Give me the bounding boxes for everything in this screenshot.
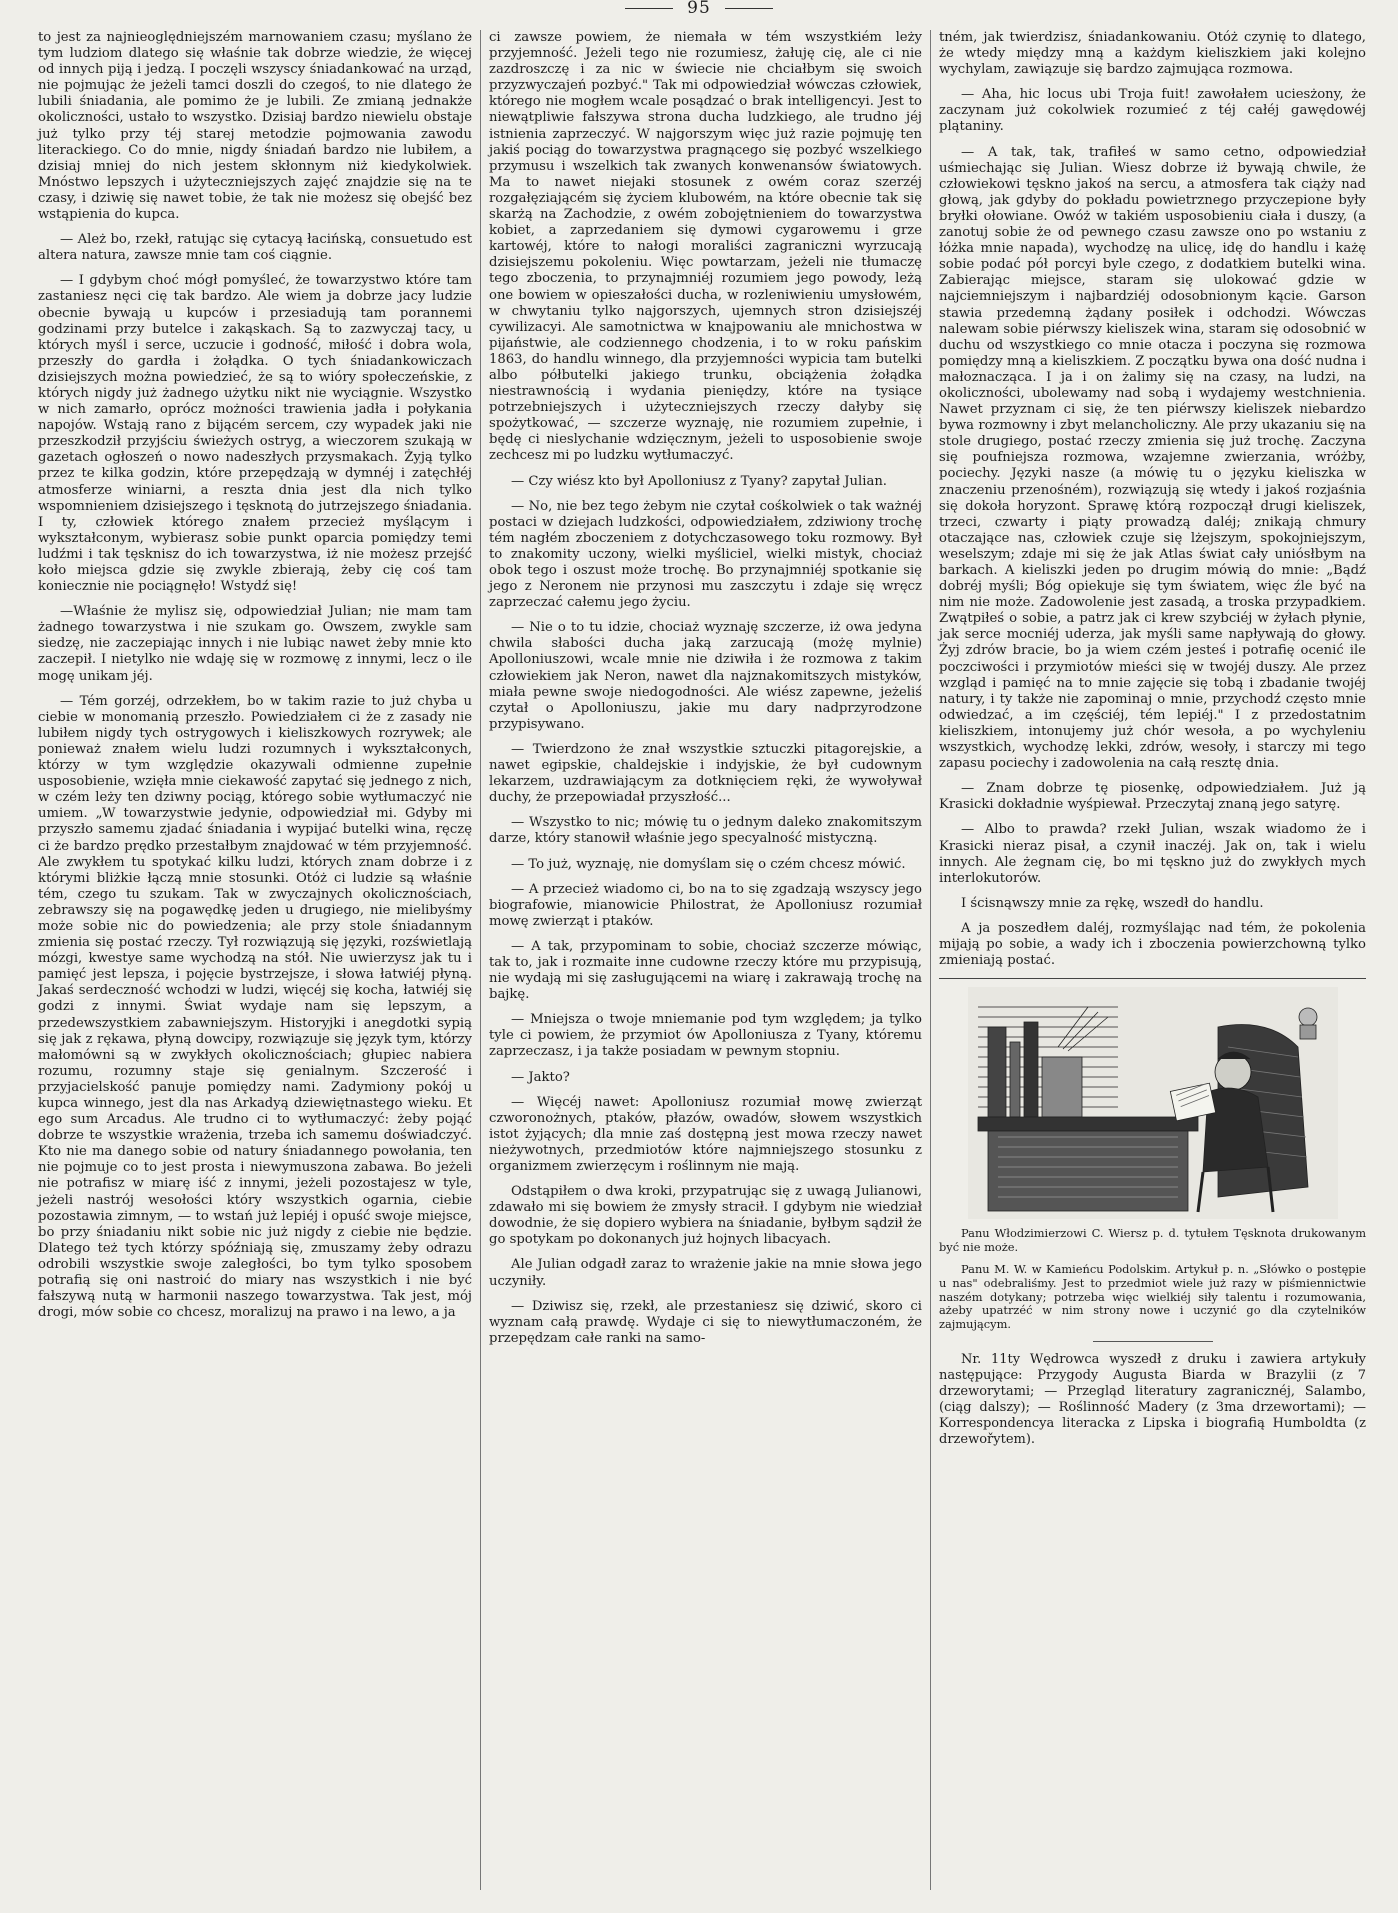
paragraph: — No, nie bez tego żebym nie czytał cośkolwiek o tak ważnéj postaci w dziejach ludzkości, odpowiedziałem, zdziwiony trochę tém nagłém zboczeniem z dotychczasowego toku rozmowy. Był to znakomity uczony, wielki myśliciel, wielki mistyk, chociaż obok tego i oszust może trochę. Bo przynajmniéj spotkanie się jego z Neronem nie przynosi mu zaszczytu i zdaje się wręcz zaprzeczać całemu jego życiu.	[489, 498, 922, 611]
paragraph: — Jakto?	[511, 1069, 570, 1085]
paragraph: ci zawsze powiem, że niemała w tém wszystkiém leży przyjemność. Jeżeli tego nie rozumiesz, żałuję cię, ale ci nie zazdroszczę i za nic w świecie nie chciałbym się swoich przyzwyczajeń pozbyć." Tak mi odpowiedział wówczas człowiek, którego nie mogłem wcale posądzać o brak intelligencyi. Jest to niewątpliwie fałszywa strona ducha ludzkiego, ale trudno jéj istnienia zaprzeczyć. W najgorszym więc już razie pojmuję ten jakiś pociąg do towarzystwa pragnącego się pozbyć wszelkiego przymusu i wszelkich tak zwanych konwenansów światowych. Ma to nawet niejaki stosunek z owém coraz szerzéj rozgałęziającém się życiem klubowém, na które obecnie tak się skarżą na Zachodzie, z owém zobojętnieniem do towarzystwa kobiet, a zaprzedaniem się dymowi cygarowemu i grze kartowéj, które to nałogi moraliści zagraniczni wyrzucają dzisiejszemu pokoleniu. Więc powtarzam, jeżeli nie tłumaczę tego zboczenia, to przynajmniéj rozumiem jego powody, leżą one bowiem w opieszałości ducha, w rozleniwieniu umysłowém, w chwytaniu tylko najgorszych, ujemnych stron dzisiejszéj cywilizacyi. Ale samotnictwa w knajpowaniu ale mnichostwa w pijaństwie, ale codziennego chodzenia, i to w roku pańskim 1863, do handlu winnego, dla przyjemności wypicia tam butelki albo półbutelki jakiego trunku, obciążenia żołądka niestrawnością i wydania pieniędzy, które na tysiące potrzebniejszych i użyteczniejszych rzeczy dałyby się spożytkować, — szczerze wyznaję, nie rozumiem zupełnie, i będę ci nieslychanie wdzięcznym, jeżeli to usposobienie swoje zechcesz mi po ludzku wytłumaczyć.	[489, 30, 922, 464]
paragraph: — Twierdzono że znał wszystkie sztuczki pitagorejskie, a nawet egipskie, chaldejskie i indyjskie, że był cudownym lekarzem, uzdrawiającym za dotknięciem ręki, że wywoływał duchy, że przepowiadał przyszłość...	[489, 741, 922, 806]
header-rule-left	[625, 8, 673, 9]
editorial-notice-2: Panu M. W. w Kamieńcu Podolskim. Artykuł p. n. „Słówko o postępie u nas" odebraliśmy. Jest to przedmiot wiele już razy w piśmiennictwie naszém dotykany; potrzeba więc wielkiéj siły talentu i rozumowania, ażeby upatrzéć w nim strony nowe i uczynić go dla czytelników zajmującym.	[939, 1262, 1366, 1331]
paragraph: — A przecież wiadomo ci, bo na to się zgadzają wszyscy jego biografowie, mianowicie Philostrat, że Apolloniusz rozumiał mowę zwierząt i ptaków.	[489, 881, 922, 929]
section-divider	[939, 978, 1366, 979]
column-middle	[480, 30, 930, 1890]
paragraph: — I gdybym choć mógł pomyśleć, że towarzystwo które tam zastaniesz nęci cię tak bardzo. Ale wiem ja dobrze jacy ludzie obecnie bywają u kupców i przesiadują tam porannemi godzinami przy butelce i zakąskach. Są to zazwyczaj tacy, u których myśl i serce, uczucie i godność, miłość i dobra wola, przeszły do gardła i żołądka. O tych śniadankowiczach dzisiejszych można powiedzieć, że są to wióry społeczeńskie, z których nigdy już żadnego użytku nikt nie wyciągnie. Wszystko w nich zamarło, oprócz możności trawienia jadła i połykania napojów. Wstają rano z bijącém sercem, czy wypadek jaki nie przeszkodził przyjściu świeżych ostryg, a wieczorem szukają w gazetach ogłoszeń o nowo nadeszłych przysmakach. Żyją tylko przez te kilka godzin, które przepędzają w dymnéj i zatęchłéj atmosferze winiarni, a reszta dnia jest dla nich tylko wspomnieniem dzisiejszego i tęsknotą do jutrzejszego śniadania. I ty, człowiek którego znałem przecież myślącym i wykształconym, wybierasz sobie punkt oparcia pomiędzy temi ludźmi i tak tęsknisz do ich towarzystwa, iż nie możesz przejść koło miejsca gdzie się zwykle zbierają, żeby cię coś tam koniecznie nie pociągnęło! Wstydź się!	[38, 273, 472, 595]
paragraph: — Znam dobrze tę piosenkę, odpowiedziałem. Już ją Krasicki dokładnie wyśpiewał. Przeczytaj znaną jego satyrę.	[939, 781, 1366, 813]
paragraph: — Dziwisz się, rzekł, ale przestaniesz się dziwić, skoro ci wyznam całą prawdę. Wydaje ci się to niewytłumaczoném, że przepędzam całe ranki na samo-	[489, 1298, 922, 1346]
paragraph: — Albo to prawda? rzekł Julian, wszak wiadomo że i Krasicki nieraz pisał, a czynił inaczéj. Jak on, tak i wielu innych. Ale żegnam cię, bo mi tęskno już do zwykłych mych interlokutorów.	[939, 822, 1366, 886]
paragraph: tném, jak twierdzisz, śniadankowaniu. Otóż czynię to dlatego, że wtedy między mną a każdym kieliszkiem jaki kolejno wychylam, zawiązuje się bardzo zajmująca rozmowa.	[939, 30, 1366, 78]
paragraph: A ja poszedłem daléj, rozmyślając nad tém, że pokolenia mijają po sobie, a wady ich i zboczenia powierzchowną tylko zmieniają postać.	[939, 920, 1366, 969]
column-left	[30, 30, 480, 1890]
paragraph: — To już, wyznaję, nie domyślam się o czém chcesz mówić.	[511, 856, 906, 872]
announcement: Nr. 11ty Wędrowca wyszedł z druku i zawiera artykuły następujące: Przygody Augusta Biarda w Brazylii (z 7 drzeworytami; — Przegląd literatury zagranicznéj, Salambo, (ciąg dalszy); — Roślinność Madery (z 3ma drzewortami); — Korrespondencya literacka z Lipska i biografią Humboldta (z drzewořytem).	[939, 1352, 1366, 1448]
page-number-header	[0, 0, 1398, 16]
paragraph: — Nie o to tu idzie, chociaż wyznaję szczerze, iż owa jedyna chwila słabości ducha jaką zarzucają (możę mylnie) Apolloniuszowi, wcale mnie nie dziwiła i że rozmowa z takim człowiekiem jak Neron, nawet dla najznakomitszych mistyków, miała pewne swoje niedogodności. Ale wiész zapewne, jeżeliś czytał o Apolloniuszu, jakie mu dary nadprzyrodzone przypisywano.	[489, 620, 922, 732]
paragraph: to jest za najnieoględniejszém marnowaniem czasu; myślano że tym ludziom dlatego się właśnie tak dobrze wiedzie, że więcej od innych piją i jedzą. I poczęli wszyscy śniadankować na urząd, nie pojmując że jeżeli tamci doszli do czegoś, to nie dlatego że lubili śniadania, ale pomimo że je lubili. Ze zmianą jednakże okoliczności, ustało to wszystko. Dzisiaj bardzo niewielu obstaje już tylko przy téj starej metodzie pojmowania zawodu literackiego. Co do mnie, nigdy śniadań bardzo nie lubiłem, a dzisiaj mniej do nich jestem skłonnym niż kiedykolwiek. Mnóstwo lepszych i użyteczniejszych zajęć znajdzie się na te czasy, i dziwię się nawet tobie, że tak nie możesz się obejść bez wstąpienia do kupca.	[38, 30, 472, 223]
paragraph: Ale Julian odgadł zaraz to wrażenie jakie na mnie słowa jego uczyniły.	[489, 1257, 922, 1289]
short-divider	[1093, 1341, 1213, 1342]
paragraph: —Właśnie że mylisz się, odpowiedział Julian; nie mam tam żadnego towarzystwa i nie szukam go. Owszem, zwykle sam siedzę, nie zaczepiając innych i nie lubiąc nawet żeby mnie kto zaczepił. I nietylko nie wdaję się w rozmowę z innymi, lecz o ile mogę unikam jéj.	[38, 604, 472, 684]
paragraph: — Wszystko to nic; mówię tu o jednym dalеko znakomitszym darze, który stanowił właśnie jego specyalność mistyczną.	[489, 815, 922, 847]
paragraph: — Tém gorzéj, odrzekłem, bo w takim razie to już chyba u ciebie w monomanią przeszło. Powiedziałem ci że z zasady nie lubiłem nigdy tych ostrygowych i kieliszkowych rozrywek; ale ponieważ znałem wielu ludzi rozumnych i wykształconych, którzy w tym względzie okazywali odmienne zupełnie usposobienie, wzięła mnie ciekawość zapytać się jednego z nich, w czém leży ten dziwny pociąg, którego sobie wytłumaczyć nie umiem. „W towarzystwie jedynie, odpowiedział mi. Gdyby mi przyszło samemu zjadać śniadania i wypijać butelki wina, ręczę ci że bardzo prędko przestałbym znajdować w tém przyjemność. Ale zwykłem tu spotykać kilku ludzi, których znam dobrze i z którymi bliżkie łączą mnie stosunki. Otóż ci ludzie są właśnie tém, czego tu szukam. Tak w zwyczajnych okolicznościach, zebrawszy się na pogawędkę jeden u drugiego, nie mielibyśmy może sobie nic do powiedzenia; ale przy stole śniadannym zmienia się postać rzeczy. Tył rozwiązują się języki, rozświetlają mózgi, kwestye same wychodzą na stół. Nie uwierzysz jak tu i pamięć jest lepsza, i pojęcie bystrzejsze, i słowa łatwiéj płyną. Jakaś serdeczność wchodzi w ludzi, więcéj się kocha, łatwiéj się godzi z innymi. Świat wydaje nam się lepszym, a przedewszystkiem zabawniejszym. Historyjki i anegdotki sypią się jak z rękawa, płyną dowcipy, rozwiązuje się język tym, którzy małomówni są w zwykłych okolicznościach; głupiec nabiera rozumu, rozumny staje się genialnym. Szczerość i przyjacielskość panuje pomiędzy nami. Zadymiony pokój u kupca winnego, jest dla nas Arkadyą dziewiętnastego wieku. Et ego sum Arcadus. Ale trudno ci to wytłumaczyć: żeby pojąć dobrze te wszystkie wrażenia, trzeba ich samemu doświadczyć. Kto nie ma danego sobie od natury śniadannego powołania, ten nie pojmuje co to jest prosta i niewymuszona zabawa. Bo jeżeli nie potrafisz w miarę iść z innymi, jeżeli pozostajesz w tyle, jeżeli nastrój wesołości który wszystkich ogarnia, ciebie pozostawia zimnym, — to wstań już lepiéj i opuść swoje miejsce, bo przy śniadaniu nikt sobie nic już nigdy z ciebie nie będzie. Dlatego też tych którzy spóźniają się, zmuszamy żeby odrazu odrobili wszystkie swoje zaległości, bo tym tylko sposobem potrafią się oni nastroić do miary nas wszystkich i nie być fałszywą nutą w harmonii naszego towarzystwa. Tak jest, mój drogi, mów sobie co chcesz, moralizuj na prawo i na lewo, a ja	[38, 693, 472, 1321]
paragraph: — Aha, hic locus ubi Troja fuit! zawołałem uciesżony, że zaczynam już cokolwiek rozumieć z téj całéj gawędowéj plątaniny.	[939, 87, 1366, 135]
paragraph: — Więcéj nawet: Apolloniusz rozumiał mowę zwierząt czworonożnych, ptaków, płazów, owadów, słowem wszystkich istot żyjących; dla mnie zaś dostępną jest mowa rzeczy nawet nieżywotnych, przedmiotów które najmniejszego stosunku z organizmem zwierzęcym i roślinnym nie mają.	[489, 1094, 922, 1174]
paragraph: — A tak, przypominam to sobie, chociaż szczerze mówiąc, tak to, jak i rozmaite inne cudowne rzeczy które mu przypisują, nie wydają mi się zasługującemi na wiarę i zakrawają trochę na bajkę.	[489, 938, 922, 1003]
paragraph: — A tak, tak, trafiłeś w samo cetno, odpowiedział uśmiechając się Julian. Wiesz dobrze iż bywają chwile, że człowiekowi tęskno jakoś na sercu, a atmosfera tak ciąży nad głową, jak gdyby do pokładu powietrznego przyczepione były bryłki ołowiane. Owóż w takiém usposobieniu ciała i duszy, (a zanotuj sobie że od pewnego czasu zawsze ono po wstaniu z łóżka mnie napada), wychodzę na ulicę, idę do handlu i każę sobie podać pół porcyi byle czego, z dodatkiem butelki wina. Zabierając miejsce, staram się ulokować gdzie w najciemniejszym i najbardziéj odosobnionym kącie. Garson stawia przedemną żądany posiłek i odchodzi. Wówczas nalewam sobie piérwszy kieliszek wina, staram się odosobnić w duchu od wszystkiego co mnie otacza i poczyna się rozmowa pomiędzy mną a kieliszkiem. Z początku bywa ona dość nudna i małoznacząca. I ja i on żalimy się na czasy, na ludzi, na okoliczności, ubolewamy nad sobą i wydajemy westchnienia. Nawet przyznam ci się, że ten piérwszy kieliszek niebardzo bywa rozmowny i zbyt melancholiczny. Ale przy ukazaniu się na stole drugiego, postać rzeczy zmienia się już trochę. Zaczyna się poufniejsza rozmowa, wzajemne zwierzania, wróżby, pociechy. Języki nasze (a mówię tu o języku kieliszka w znaczeniu przenośném), rozwiązują się wtedy i jakoś rozjaśnia się dokoła horyzont. Sprawę którą rozpoczął drugi kieliszek, trzeci, czwarty i piąty prowadzą daléj; znikają chmury otaczające nas, człowiek czuje się lżejszym, spokojniejszym, weselszym; zdaje mi się że jak Atlas świat cały uniósłbym na barkach. A kieliszki jeden po drugim mówią do mnie: „Bądź dobréj myśli; Bóg opiekuje się tym światem, więc źle być na nim nie może. Zadowolenie jest zasadą, a troska przypadkiem. Zwątpiłeś o sobie, a patrz jak ci krew szybciéj w żyłach płynie, jak serce mocniéj uderza, jak myśli same napływają do głowy. Żyj zdrów bracie, bo ja wiem czém jesteś i potrafię ocenić ile poczciwości i przymiotów mieści się w twojéj duszy. Ale przez wzgląd i pamięć na to mnie zajęcie się tobą i zbadanie twojéj natury, i ty także nie zapominaj o mnie, przychodź często mnie odwiedzać, a im częściéj, tém lepiéj." I z przedostatnim kieliszkiem, intonujemy już chór wesoła, a po wychyleniu wszystkich, wychodzę lekki, zdrów, wesoły, i starczy mi tego zapasu pociechy i zadowolenia na całą resztę dnia.	[939, 144, 1366, 772]
page-number: 95	[687, 0, 711, 18]
paragraph: — Ależ bo, rzekł, ratując się cytacyą łacińską, consuetudo est altera natura, zawsze mnie tam coś ciągnie.	[38, 232, 472, 264]
editorial-notice-1: Panu Włodzimierzowi C. Wiersz p. d. tytułem Tęsknota drukowanym być nie może.	[939, 1226, 1366, 1254]
paragraph: — Mniejsza o twoje mniemanie pod tym względem; ja tylko tyle ci powiem, że przymiot ów Apolloniusza z Tyany, któremu zaprzeczasz, i ja także posiadam w pewnym stopniu.	[489, 1012, 922, 1060]
column-right	[930, 30, 1374, 1890]
paragraph: — Czy wiész kto był Apolloniusz z Tyany? zapytał Julian.	[511, 473, 887, 489]
paragraph: Odstąpiłem o dwa kroki, przypatrując się z uwagą Julianowi, zdawało mi się bowiem że zmysły stracił. I gdybym nie wiedział dowodnie, że się dopiero wybiera na śniadanie, byłbym sądził że go spotykam po dokonanych już hojnych libacyach.	[489, 1184, 922, 1248]
paragraph: I ścisnąwszy mnie za rękę, wszedł do handlu.	[961, 895, 1264, 911]
header-rule-right	[725, 8, 773, 9]
text-columns	[30, 30, 1374, 1890]
engraving-illustration	[968, 987, 1338, 1219]
